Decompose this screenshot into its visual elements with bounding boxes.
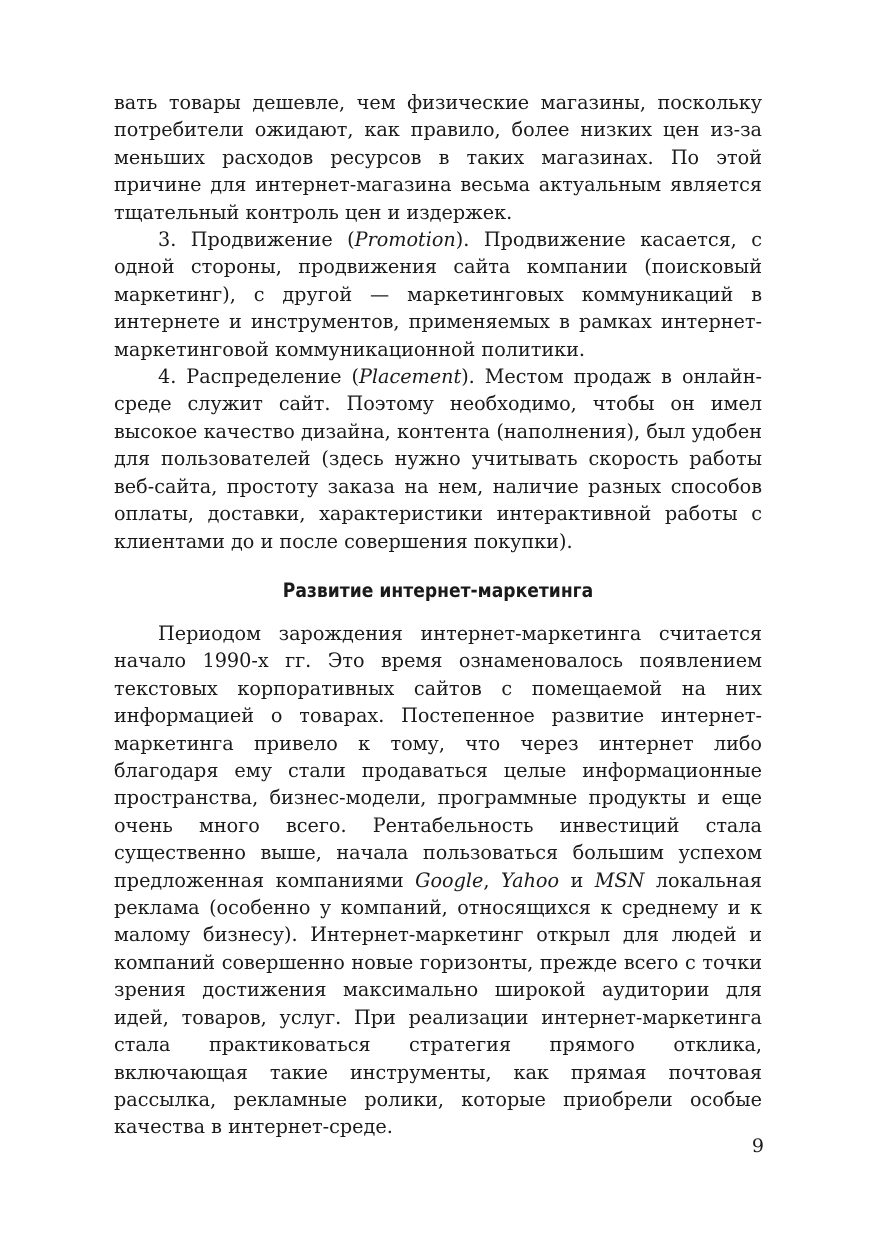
segment: 3. Продвижение ( [158, 228, 355, 252]
paragraph-promotion [114, 226, 762, 363]
segment: вать товары дешевле, чем физические магазины, поскольку потребители ожидают, как правило, более низких цен из-за меньших расходов ресурсов в таких магазинах. По этой причине для интернет-магазина весьма актуальным является тщательный контроль цен и издержек. [114, 91, 762, 224]
segment: 4. Распределение ( [158, 365, 359, 389]
segment: Периодом зарождения интернет-маркетинга считается начало 1990-х гг. Это время ознаменовалось появлением текстовых корпоративных сайтов с помещаемой на них информацией о товарах. Постепенное развитие интернет-маркетинга привело к тому, что через интернет либо благодаря ему стали продаваться целые информационные пространства, бизнес-модели, программные продукты и еще очень много всего. Рентабельность инвестиций стала существенно выше, начала пользоваться большим успехом предложенная компаниями [114, 622, 762, 892]
body-text-bottom [114, 620, 762, 1141]
paragraph-price-continuation [114, 89, 762, 226]
segment: и [559, 868, 595, 892]
segment: локальная реклама (особенно у компаний, относящихся к среднему и к малому бизнесу). Интернет-маркетинг открыл для людей и компаний совершенно новые горизонты, прежде всего с точки зрения достижения максимально широкой аудитории для идей, товаров, услуг. При реализации интернет-маркетинга стала практиковаться стратегия прямого отклика, включающая такие инструменты, как прямая почтовая рассылка, рекламные ролики, которые приобрели особые качества в интернет-среде. [114, 868, 762, 1139]
paragraph-placement [114, 363, 762, 555]
segment-italic: Promotion [354, 228, 456, 252]
section-heading: Развитие интернет-маркетинга [282, 579, 594, 602]
segment-italic-msn: MSN [594, 868, 645, 892]
paragraph-internet-marketing-history [114, 620, 762, 1141]
segment: ). Местом продаж в онлайн-среде служит сайт. Поэтому необходимо, чтобы он имел высокое качество дизайна, контента (наполнения), был удобен для пользователей (здесь нужно учитывать скорость работы веб-сайта, простоту заказа на нем, наличие разных способов оплаты, доставки, характеристики интерактивной работы с клиентами до и после совершения покупки). [114, 365, 762, 553]
segment: , [483, 868, 501, 892]
page-number: 9 [751, 1135, 764, 1157]
segment-italic-google: Google [415, 868, 484, 892]
segment-italic: Placement [358, 365, 462, 389]
segment-italic-yahoo: Yahoo [500, 868, 560, 892]
body-text-top [114, 89, 762, 555]
segment: ). Продвижение касается, с одной стороны, продвижения сайта компании (поисковый маркетинг), с другой — маркетинговых коммуникаций в интернете и инструментов, применяемых в рамках интернет-маркетинговой коммуникационной политики. [114, 228, 762, 361]
